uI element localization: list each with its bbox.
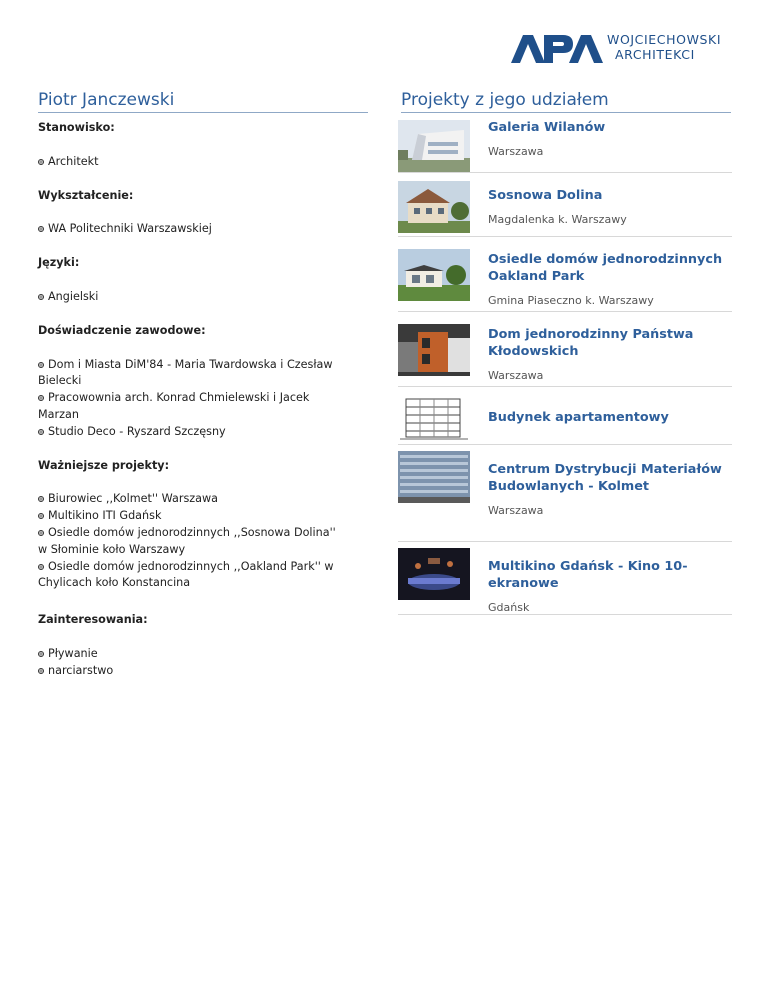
project-item[interactable] [398, 387, 732, 445]
list-item: Multikino ITI Gdańsk [38, 508, 338, 525]
office-facade-icon [398, 451, 470, 503]
project-title[interactable]: Sosnowa Dolina [488, 188, 603, 203]
project-location: Warszawa [488, 369, 544, 382]
project-location [488, 435, 732, 440]
bullet-icon [38, 294, 44, 300]
list-item: Osiedle domów jednorodzinnych ,,Oakland Park'' w Chylicach koło Konstancina [38, 559, 334, 590]
list-item: Pracowownia arch. Konrad Chmielewski i Jacek Marzan [38, 391, 310, 421]
project-title[interactable]: Budynek apartamentowy [488, 410, 669, 425]
bullet-icon [38, 362, 44, 368]
project-title[interactable]: Centrum Dystrybucji Materiałów Budowlanych - Kolmet [488, 462, 722, 494]
section-label: Zainteresowania: [38, 613, 148, 627]
building-render-icon [398, 120, 470, 172]
list-item: Osiedle domów jednorodzinnych ,,Sosnowa Dolina'' w Słominie koło Warszawy [38, 525, 336, 556]
logo-line-2: ARCHITEKCI [615, 47, 695, 62]
house-photo-icon [398, 181, 470, 233]
project-list [398, 116, 732, 615]
section-label: Języki: [38, 256, 80, 270]
house-photo-icon [398, 249, 470, 301]
bullet-icon [38, 496, 44, 502]
project-location: Magdalenka k. Warszawy [488, 213, 627, 226]
section-label: Stanowisko: [38, 121, 115, 134]
bullet-icon [38, 429, 44, 435]
project-title[interactable]: Osiedle domów jednorodzinnych Oakland Park [488, 252, 723, 284]
bullet-icon [38, 395, 44, 401]
person-name: Piotr Janczewski [38, 90, 368, 113]
project-location: Warszawa [488, 504, 544, 517]
section-label: Doświadczenie zawodowe: [38, 323, 206, 337]
project-location: Gmina Piaseczno k. Warszawy [488, 294, 654, 307]
bullet-icon [38, 226, 44, 232]
list-item: Studio Deco - Ryszard Szczęsny [38, 424, 338, 441]
bullet-icon [38, 159, 44, 165]
project-item[interactable] [398, 445, 732, 542]
logo-line-1: WOJCIECHOWSKI [607, 32, 722, 47]
apartment-sketch-icon [398, 391, 470, 443]
list-item: Dom i Miasta DiM'84 - Maria Twardowska i Czesław Bielecki [38, 357, 333, 388]
project-location: Warszawa [488, 145, 544, 158]
modern-house-icon [398, 324, 470, 376]
bullet-icon [38, 530, 44, 536]
project-title[interactable]: Dom jednorodzinny Państwa Kłodowskich [488, 327, 694, 359]
project-location: Gdańsk [488, 601, 530, 614]
section-label: Ważniejsze projekty: [38, 458, 170, 472]
section-label: Wykształcenie: [38, 188, 134, 202]
project-item[interactable] [398, 312, 732, 387]
cinema-interior-icon [398, 548, 470, 600]
list-item: Architekt [38, 154, 338, 171]
list-item: Biurowiec ,,Kolmet'' Warszawa [38, 491, 338, 508]
list-item: Pływanie [38, 646, 338, 663]
projects-heading: Projekty z jego udziałem [401, 90, 731, 113]
list-item: Angielski [38, 289, 338, 306]
logo-wordmark [607, 32, 721, 62]
bullet-icon [38, 651, 44, 657]
person-details [38, 120, 338, 680]
list-item: narciarstwo [38, 663, 338, 680]
project-title[interactable]: Galeria Wilanów [488, 120, 606, 135]
company-logo [511, 32, 733, 66]
bullet-icon [38, 668, 44, 674]
project-item[interactable] [398, 237, 732, 312]
list-item: WA Politechniki Warszawskiej [38, 221, 338, 238]
project-item[interactable] [398, 542, 732, 615]
project-item[interactable] [398, 116, 732, 173]
project-item[interactable] [398, 173, 732, 237]
bullet-icon [38, 564, 44, 570]
project-title[interactable]: Multikino Gdańsk - Kino 10-ekranowe [488, 559, 688, 591]
apa-logo-mark [511, 34, 603, 64]
bullet-icon [38, 513, 44, 519]
